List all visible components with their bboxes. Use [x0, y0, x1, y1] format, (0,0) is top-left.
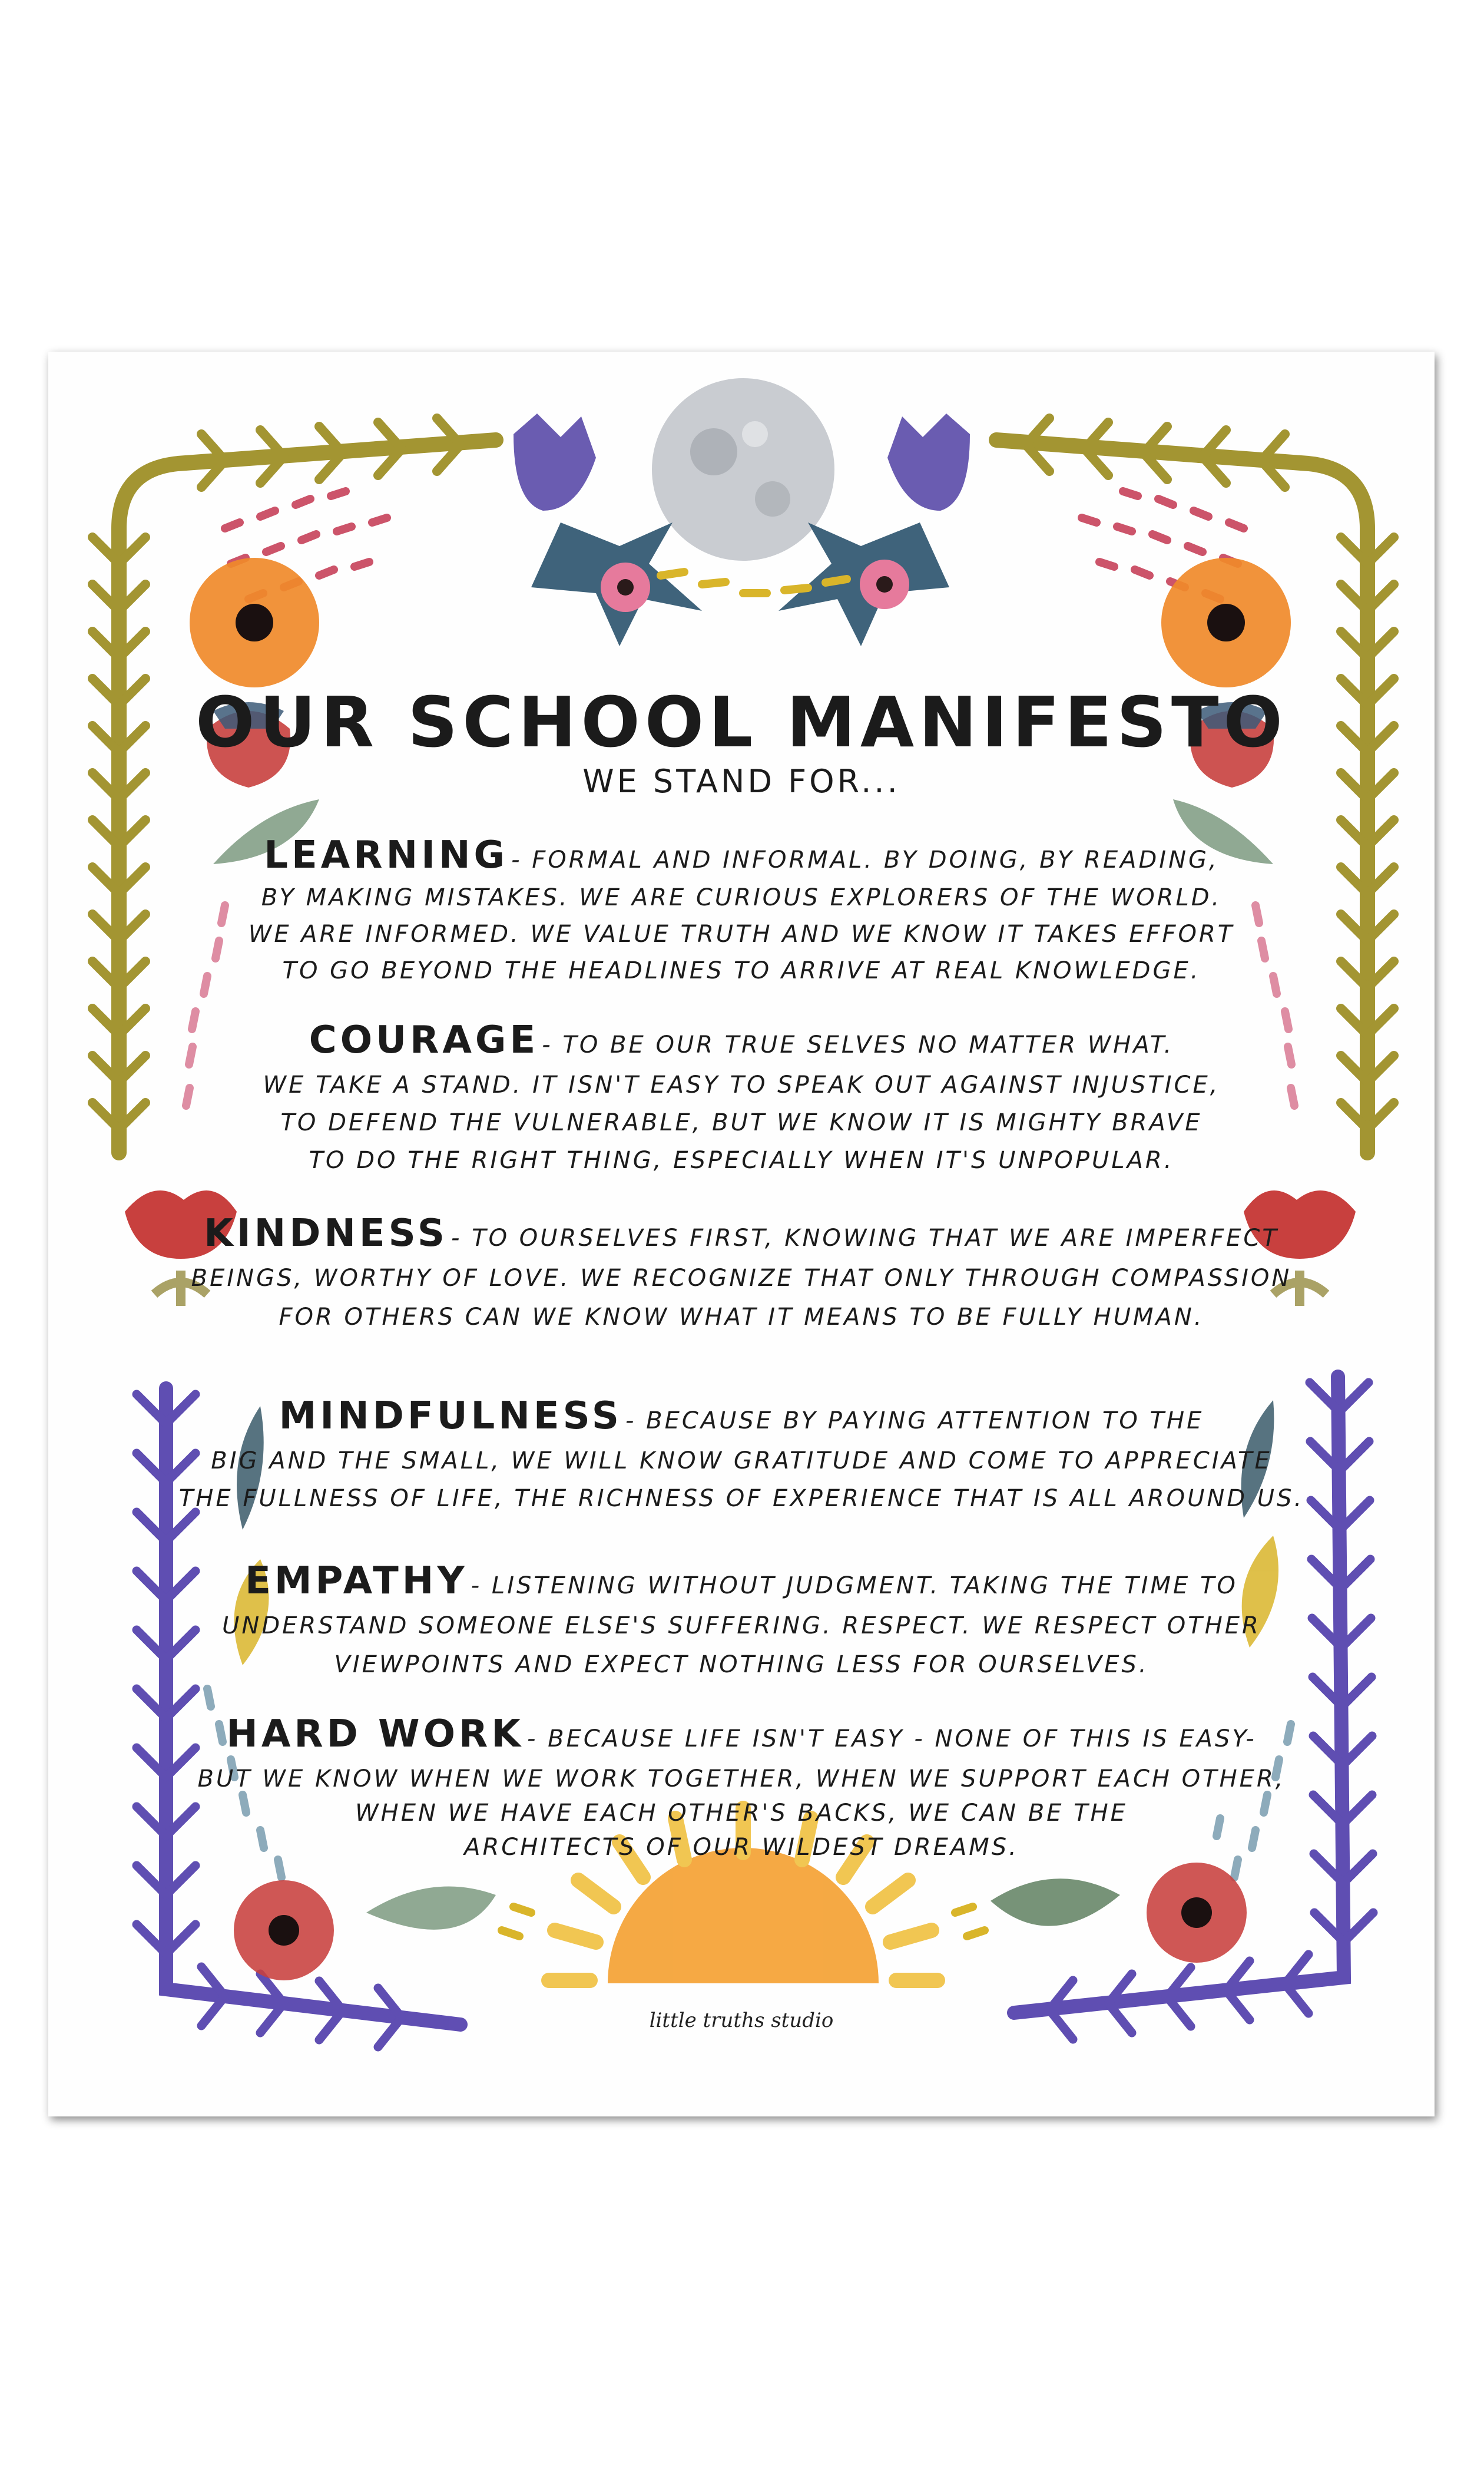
manifesto-poster — [48, 352, 1435, 2116]
section-heading: MINDFULNESS — [279, 1394, 622, 1438]
section-line: - FORMAL AND INFORMAL. BY DOING, BY READING, — [511, 846, 1219, 874]
section-line: TO GO BEYOND THE HEADLINES TO ARRIVE AT REAL KNOWLEDGE. — [282, 957, 1201, 984]
section-line: - TO BE OUR TRUE SELVES NO MATTER WHAT. — [542, 1031, 1174, 1059]
section-line: - BECAUSE LIFE ISN'T EASY - NONE OF THIS IS EASY- — [527, 1725, 1257, 1752]
section-line: - BECAUSE BY PAYING ATTENTION TO THE — [625, 1407, 1204, 1434]
section-mindfulness — [48, 1394, 1435, 1438]
section-kindness — [48, 1212, 1435, 1255]
section-empathy — [48, 1559, 1435, 1603]
page-title: OUR SCHOOL MANIFESTO — [196, 682, 1287, 763]
section-courage — [48, 1018, 1435, 1062]
section-line: BEINGS, WORTHY OF LOVE. WE RECOGNIZE THAT ONLY THROUGH COMPASSION — [191, 1265, 1292, 1292]
section-line: ARCHITECTS OF OUR WILDEST DREAMS. — [464, 1834, 1019, 1861]
section-line: WHEN WE HAVE EACH OTHER'S BACKS, WE CAN BE THE — [355, 1800, 1128, 1827]
section-heading: KINDNESS — [204, 1212, 448, 1255]
section-line: THE FULLNESS OF LIFE, THE RICHNESS OF EXPERIENCE THAT IS ALL AROUND US. — [178, 1485, 1304, 1512]
section-line: WE TAKE A STAND. IT ISN'T EASY TO SPEAK OUT AGAINST INJUSTICE, — [263, 1071, 1220, 1099]
section-hard-work — [48, 1712, 1435, 1756]
page-subtitle: WE STAND FOR... — [582, 763, 900, 800]
section-line: - TO OURSELVES FIRST, KNOWING THAT WE ARE IMPERFECT — [451, 1225, 1279, 1252]
section-line: BUT WE KNOW WHEN WE WORK TOGETHER, WHEN WE SUPPORT EACH OTHER, — [197, 1765, 1286, 1792]
section-heading: LEARNING — [264, 834, 509, 877]
moon-icon — [652, 378, 834, 561]
section-line: WE ARE INFORMED. WE VALUE TRUTH AND WE KNOW IT TAKES EFFORT — [248, 921, 1235, 948]
section-heading: COURAGE — [309, 1018, 539, 1062]
section-line: TO DEFEND THE VULNERABLE, BUT WE KNOW IT IS MIGHTY BRAVE — [280, 1109, 1203, 1136]
section-learning — [48, 834, 1435, 877]
section-line: FOR OTHERS CAN WE KNOW WHAT IT MEANS TO BE FULLY HUMAN. — [279, 1304, 1204, 1331]
section-line: UNDERSTAND SOMEONE ELSE'S SUFFERING. RESPECT. WE RESPECT OTHER — [222, 1612, 1261, 1639]
studio-credit: little truths studio — [649, 2009, 834, 2032]
section-line: BY MAKING MISTAKES. WE ARE CURIOUS EXPLORERS OF THE WORLD. — [261, 884, 1222, 911]
section-line: - LISTENING WITHOUT JUDGMENT. TAKING THE TIME TO — [471, 1572, 1238, 1599]
section-line: BIG AND THE SMALL, WE WILL KNOW GRATITUDE AND COME TO APPRECIATE — [211, 1447, 1272, 1474]
section-heading: EMPATHY — [245, 1559, 468, 1603]
section-line: TO DO THE RIGHT THING, ESPECIALLY WHEN IT'S UNPOPULAR. — [309, 1147, 1174, 1174]
section-line: VIEWPOINTS AND EXPECT NOTHING LESS FOR OURSELVES. — [334, 1651, 1149, 1678]
flower-icon — [190, 558, 1291, 687]
section-heading: HARD WORK — [226, 1712, 524, 1756]
